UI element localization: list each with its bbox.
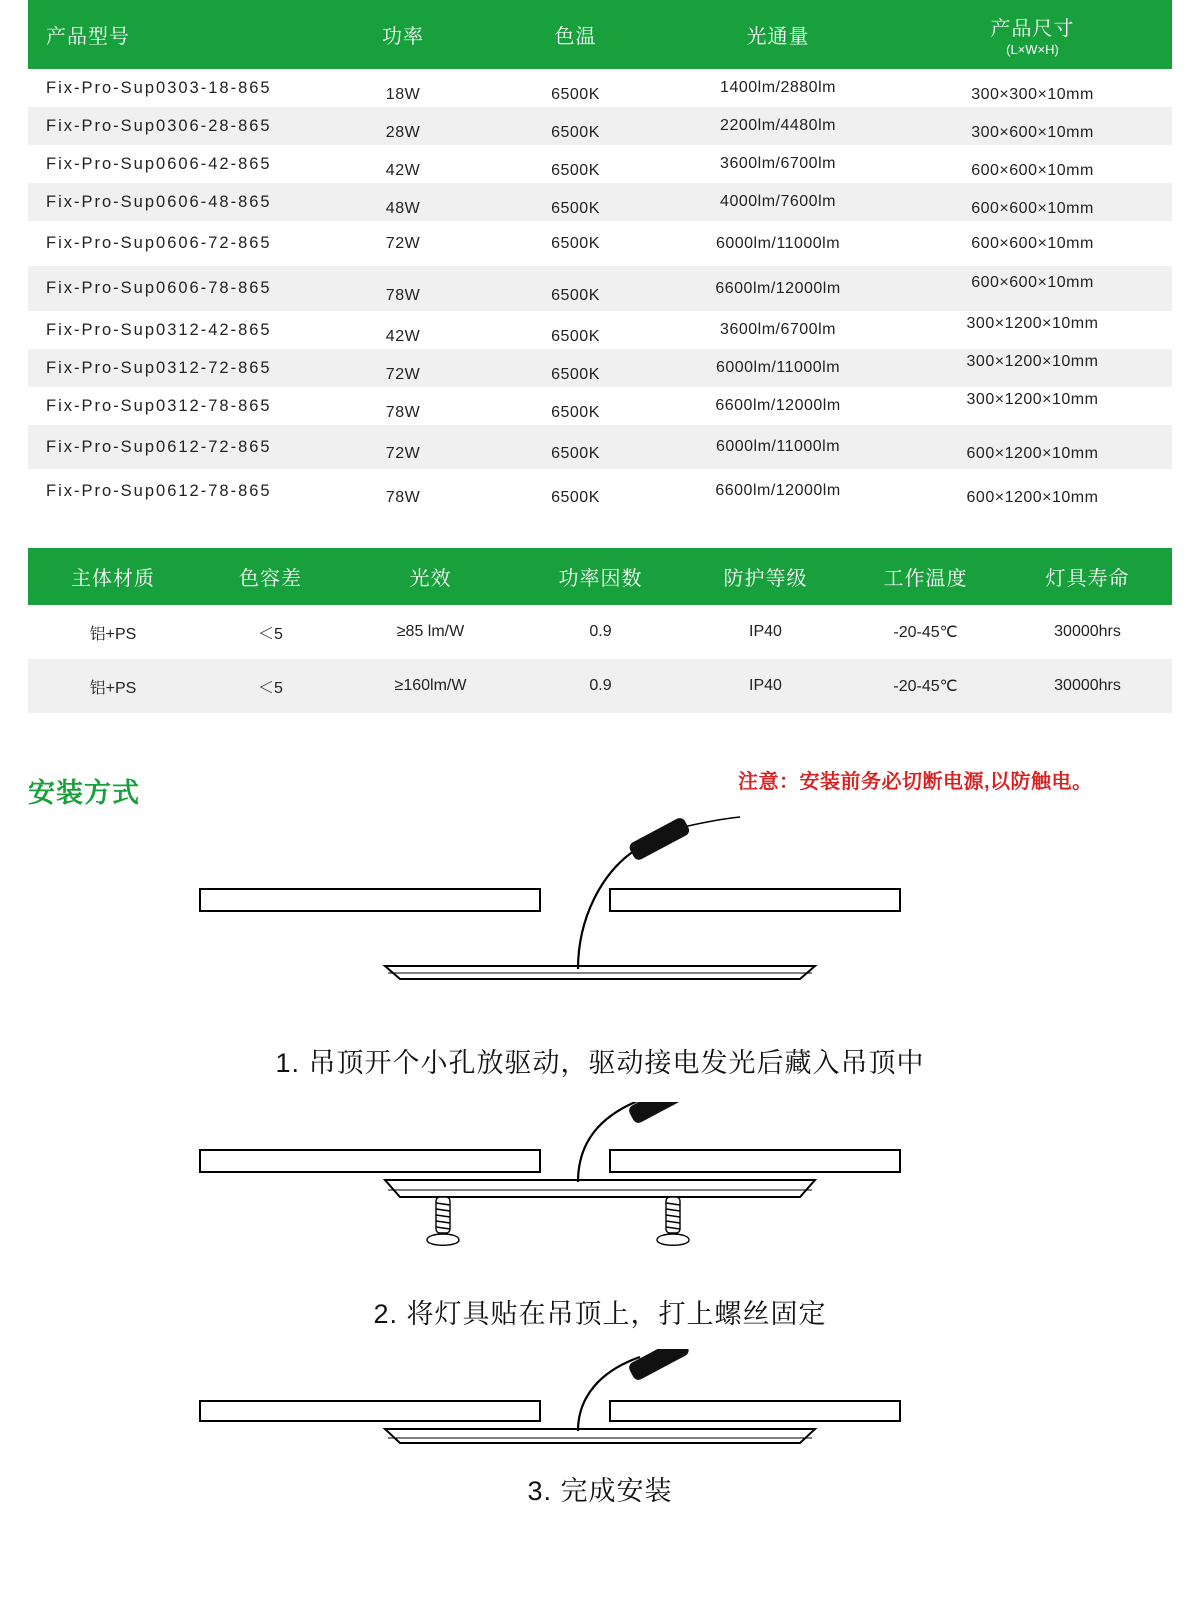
cell-material: 铝+PS — [28, 659, 198, 713]
param-header-temperature: 工作温度 — [848, 548, 1003, 605]
cell-power: 18W — [385, 86, 421, 103]
cell-model: Fix-Pro-Sup0606-78-865 — [28, 266, 318, 311]
table-row — [28, 221, 1172, 266]
cell-power: 78W — [385, 489, 421, 506]
spec-header-cct: 色温 — [488, 0, 663, 69]
installation-title: 安装方式 — [28, 778, 140, 808]
cell-cct: 6500K — [551, 162, 600, 179]
spec-header-model: 产品型号 — [28, 0, 318, 69]
cell-sdcm: ＜5 — [198, 659, 343, 713]
cell-model: Fix-Pro-Sup0312-42-865 — [46, 320, 272, 339]
step-2-illustration — [100, 1102, 1100, 1292]
installation-warning: 注意：安装前务必切断电源,以防触电。 — [738, 771, 1093, 793]
table-row — [28, 387, 1172, 425]
cell-power-factor: 0.9 — [518, 659, 683, 713]
cell-model: Fix-Pro-Sup0606-42-865 — [46, 154, 272, 173]
step-2-diagram — [28, 1102, 1172, 1292]
cell-power: 72W — [385, 234, 421, 252]
param-table-header — [28, 548, 1172, 605]
cell-model: Fix-Pro-Sup0606-48-865 — [28, 183, 318, 221]
cell-cct: 6500K — [488, 107, 663, 145]
cell-flux: 6000lm/11000lm — [715, 234, 841, 252]
cell-lifetime: 30000hrs — [1054, 623, 1121, 640]
cell-flux: 3600lm/6700lm — [720, 321, 836, 338]
cell-size: 300×1200×10mm — [893, 349, 1172, 387]
cell-cct: 6500K — [488, 425, 663, 469]
cell-flux: 6000lm/11000lm — [663, 349, 893, 387]
cell-flux: 6000lm/11000lm — [663, 425, 893, 469]
param-header-material: 主体材质 — [28, 548, 198, 605]
cell-power: 48W — [318, 183, 488, 221]
cell-size: 600×1200×10mm — [966, 489, 1099, 506]
spec-header-size-sub: (L×W×H) — [1006, 42, 1059, 57]
table-row — [28, 69, 1172, 107]
param-header-power-factor: 功率因数 — [518, 548, 683, 605]
cell-size: 600×600×10mm — [971, 234, 1094, 252]
cell-model: Fix-Pro-Sup0303-18-865 — [46, 78, 272, 97]
step-3-illustration — [100, 1349, 1100, 1469]
step-3-caption: 3. 完成安装 — [527, 1476, 673, 1506]
step-1-caption: 1. 吊顶开个小孔放驱动，驱动接电发光后藏入吊顶中 — [275, 1048, 925, 1078]
cell-temperature: -20-45℃ — [893, 624, 958, 641]
cell-power: 28W — [318, 107, 488, 145]
installation-header — [28, 765, 1172, 811]
table-row — [28, 266, 1172, 311]
installation-step-2 — [28, 1102, 1172, 1331]
cell-temperature: -20-45℃ — [848, 659, 1003, 713]
cell-lifetime: 30000hrs — [1003, 659, 1172, 713]
cell-cct: 6500K — [551, 86, 600, 103]
parameter-table-wrapper — [28, 548, 1172, 713]
cell-size: 300×300×10mm — [971, 86, 1094, 103]
cell-size: 600×600×10mm — [893, 266, 1172, 311]
cell-size: 600×1200×10mm — [893, 425, 1172, 469]
step-1-illustration — [100, 811, 1100, 1041]
spec-table-header — [28, 0, 1172, 69]
cell-power: 42W — [385, 162, 421, 179]
spec-header-power: 功率 — [318, 0, 488, 69]
cell-cct: 6500K — [488, 349, 663, 387]
cell-power: 42W — [385, 328, 421, 345]
cell-size: 600×600×10mm — [971, 162, 1094, 179]
step-2-caption: 2. 将灯具贴在吊顶上，打上螺丝固定 — [373, 1299, 827, 1329]
cell-model: Fix-Pro-Sup0312-78-865 — [46, 396, 272, 415]
param-header-efficacy: 光效 — [343, 548, 518, 605]
parameter-table — [28, 548, 1172, 713]
installation-step-1 — [28, 811, 1172, 1080]
step-1-diagram — [28, 811, 1172, 1041]
table-row — [28, 145, 1172, 183]
cell-model: Fix-Pro-Sup0606-72-865 — [46, 234, 272, 252]
cell-cct: 6500K — [551, 489, 600, 506]
param-header-ip-rating: 防护等级 — [683, 548, 848, 605]
cell-power: 72W — [318, 349, 488, 387]
cell-flux: 6600lm/12000lm — [715, 482, 841, 499]
cell-power: 78W — [318, 266, 488, 311]
table-row — [28, 311, 1172, 349]
table-row — [28, 605, 1172, 659]
cell-power: 72W — [318, 425, 488, 469]
cell-power: 78W — [385, 404, 421, 421]
cell-ip-rating: IP40 — [749, 623, 782, 640]
cell-model: Fix-Pro-Sup0312-72-865 — [28, 349, 318, 387]
cell-size: 600×600×10mm — [893, 183, 1172, 221]
cell-sdcm: ＜5 — [258, 625, 283, 643]
cell-size: 300×1200×10mm — [966, 391, 1099, 408]
param-header-sdcm: 色容差 — [198, 548, 343, 605]
cell-efficacy: ≥160lm/W — [343, 659, 518, 713]
cell-model: Fix-Pro-Sup0306-28-865 — [28, 107, 318, 145]
cell-cct: 6500K — [551, 234, 600, 252]
cell-flux: 6600lm/12000lm — [663, 266, 893, 311]
spec-header-flux: 光通量 — [663, 0, 893, 69]
cell-flux: 2200lm/4480lm — [663, 107, 893, 145]
cell-ip-rating: IP40 — [683, 659, 848, 713]
cell-power-factor: 0.9 — [589, 623, 612, 640]
table-row — [28, 183, 1172, 221]
cell-model: Fix-Pro-Sup0612-78-865 — [46, 481, 272, 500]
cell-cct: 6500K — [488, 266, 663, 311]
param-header-lifetime: 灯具寿命 — [1003, 548, 1172, 605]
cell-cct: 6500K — [551, 404, 600, 421]
cell-cct: 6500K — [551, 328, 600, 345]
table-row — [28, 425, 1172, 469]
cell-flux: 3600lm/6700lm — [720, 155, 836, 172]
cell-model: Fix-Pro-Sup0612-72-865 — [28, 425, 318, 469]
table-row — [28, 659, 1172, 713]
cell-flux: 1400lm/2880lm — [720, 79, 836, 96]
step-3-diagram — [28, 1349, 1172, 1469]
product-spec-table — [28, 0, 1172, 513]
cell-size: 300×600×10mm — [893, 107, 1172, 145]
cell-flux: 6600lm/12000lm — [715, 397, 841, 414]
installation-step-3 — [28, 1349, 1172, 1508]
param-table-body — [28, 605, 1172, 713]
table-row — [28, 349, 1172, 387]
table-row — [28, 107, 1172, 145]
spec-table-body — [28, 69, 1172, 513]
spec-header-size: 产品尺寸 (L×W×H) — [893, 0, 1172, 69]
cell-efficacy: ≥85 lm/W — [396, 623, 465, 640]
cell-flux: 4000lm/7600lm — [663, 183, 893, 221]
table-row — [28, 469, 1172, 513]
cell-material: 铝+PS — [89, 625, 137, 643]
cell-size: 300×1200×10mm — [966, 315, 1099, 332]
cell-cct: 6500K — [488, 183, 663, 221]
